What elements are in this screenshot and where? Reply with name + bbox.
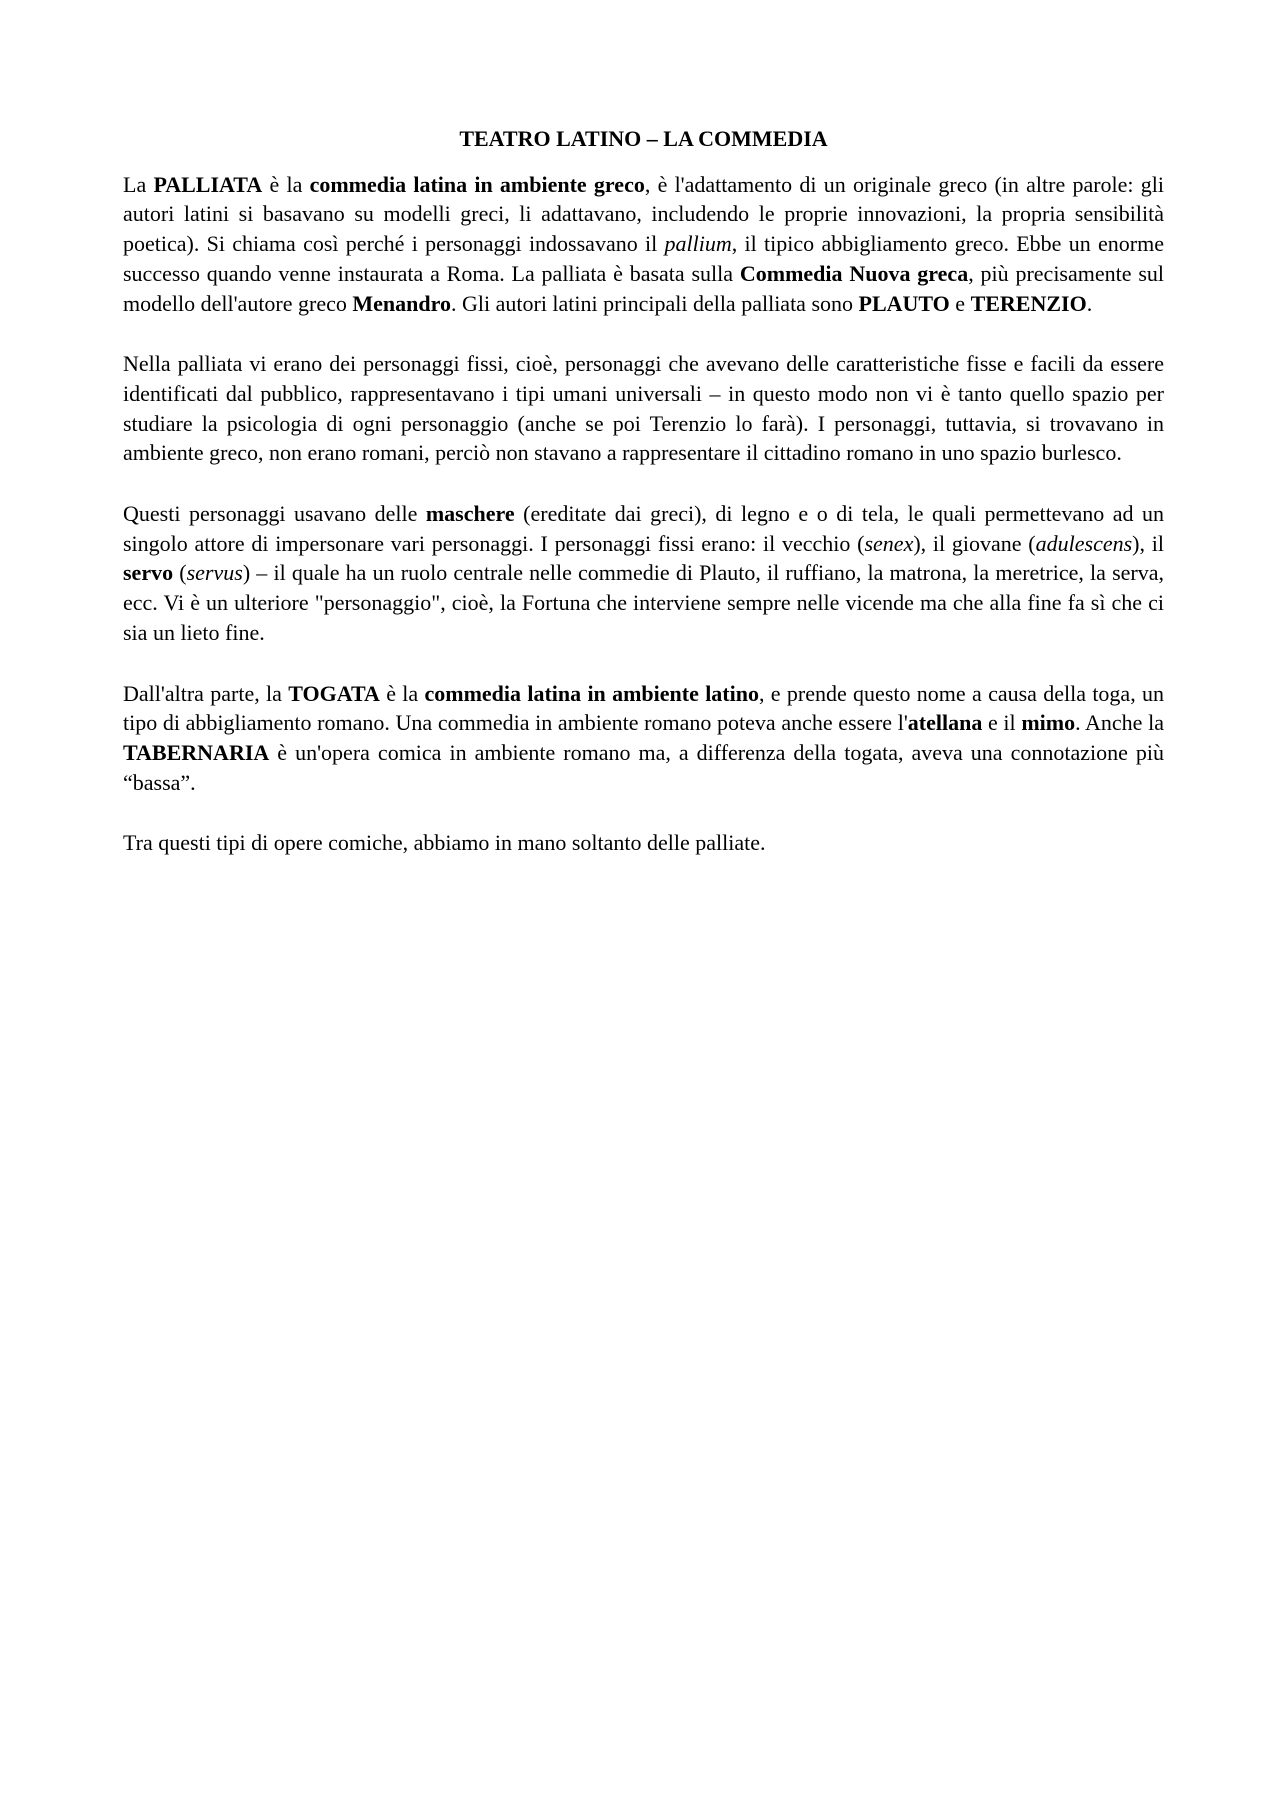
text-segment: è la (262, 171, 310, 197)
text-segment: ) – il quale ha un ruolo centrale nelle commedie di Plauto, il ruffiano, la matrona, la meretrice, la serva, ecc. Vi è un ulteriore "personaggio", cioè, la Fortuna che interviene sempre nelle vicende ma che alla fine fa sì che ci sia un lieto fine. (123, 560, 1164, 645)
text-segment: Tra questi tipi di opere comiche, abbiamo in mano soltanto delle palliate. (123, 830, 766, 856)
text-segment: Dall'altra parte, la (123, 680, 289, 706)
text-segment: è la (379, 680, 425, 706)
bold-text: TABERNARIA (123, 739, 270, 765)
bold-text: atellana (907, 710, 983, 736)
italic-text: pallium (664, 231, 732, 257)
italic-text: servus (186, 560, 243, 586)
text-segment: ( (173, 560, 187, 586)
paragraph (123, 349, 1164, 468)
text-segment: . Gli autori latini principali della palliata sono (451, 290, 859, 316)
bold-text: Menandro (352, 290, 451, 316)
text-segment: Questi personaggi usavano delle (123, 501, 426, 527)
bold-text: TERENZIO (970, 290, 1087, 316)
text-segment: , il tipico abbigliamento greco. Ebbe un enorme successo quando venne instaurata a Roma. La palliata è basata sulla (123, 231, 1164, 286)
italic-text: adulescens (1035, 530, 1133, 556)
paragraph (123, 828, 1164, 858)
bold-text: maschere (425, 501, 515, 527)
text-segment: . Anche la (1075, 710, 1164, 736)
paragraph-list (123, 170, 1164, 858)
document-title: TEATRO LATINO – LA COMMEDIA (459, 126, 828, 151)
text-segment: , più precisamente sul modello dell'autore greco (123, 260, 1165, 316)
text-segment: ), il giovane ( (913, 530, 1036, 556)
bold-text: Commedia Nuova greca (739, 260, 969, 286)
text-segment: e (949, 290, 971, 316)
text-segment: è un'opera comica in ambiente romano ma, a differenza della togata, aveva una connotazione più “bassa”. (123, 739, 1164, 795)
bold-text: commedia latina in ambiente greco (309, 171, 645, 197)
bold-text: mimo (1021, 710, 1076, 736)
paragraph (123, 679, 1164, 798)
bold-text: servo (123, 560, 174, 586)
text-segment: (ereditate dai greci), di legno e o di tela, le quali permettevano ad un singolo attore di impersonare vari personaggi. I personaggi fissi erano: il vecchio ( (123, 501, 1164, 556)
text-segment: . (1086, 290, 1093, 316)
italic-text: senex (864, 530, 914, 556)
text-segment: , e prende questo nome a causa della toga, un tipo di abbigliamento romano. Una commedia in ambiente romano poteva anche essere l' (123, 680, 1165, 736)
text-segment: La (123, 171, 154, 197)
text-segment: , è l'adattamento di un originale greco (in altre parole: gli autori latini si basavano su modelli greci, li adattavano, includendo le proprie innovazioni, la propria sensibilità poetica). Si chiama così perché i personaggi indossavano il (123, 171, 1164, 257)
text-segment: e il (982, 710, 1022, 736)
text-segment: ), il (1132, 530, 1164, 556)
paragraph (123, 170, 1164, 319)
text-segment: Nella palliata vi erano dei personaggi fissi, cioè, personaggi che avevano delle caratteristiche fisse e facili da essere identificati dal pubblico, rappresentavano i tipi umani universali – in questo modo non vi è tanto quello spazio per studiare la psicologia di ogni personaggio (anche se poi Terenzio lo farà). I personaggi, tuttavia, si trovavano in ambiente greco, non erano romani, perciò non stavano a rappresentare il cittadino romano in uno spazio burlesco. (123, 351, 1164, 466)
bold-text: TOGATA (288, 680, 380, 706)
bold-text: commedia latina in ambiente latino (424, 680, 759, 706)
bold-text: PLAUTO (858, 290, 950, 316)
bold-text: PALLIATA (153, 171, 263, 197)
document-body (123, 124, 1164, 858)
paragraph (123, 499, 1164, 648)
